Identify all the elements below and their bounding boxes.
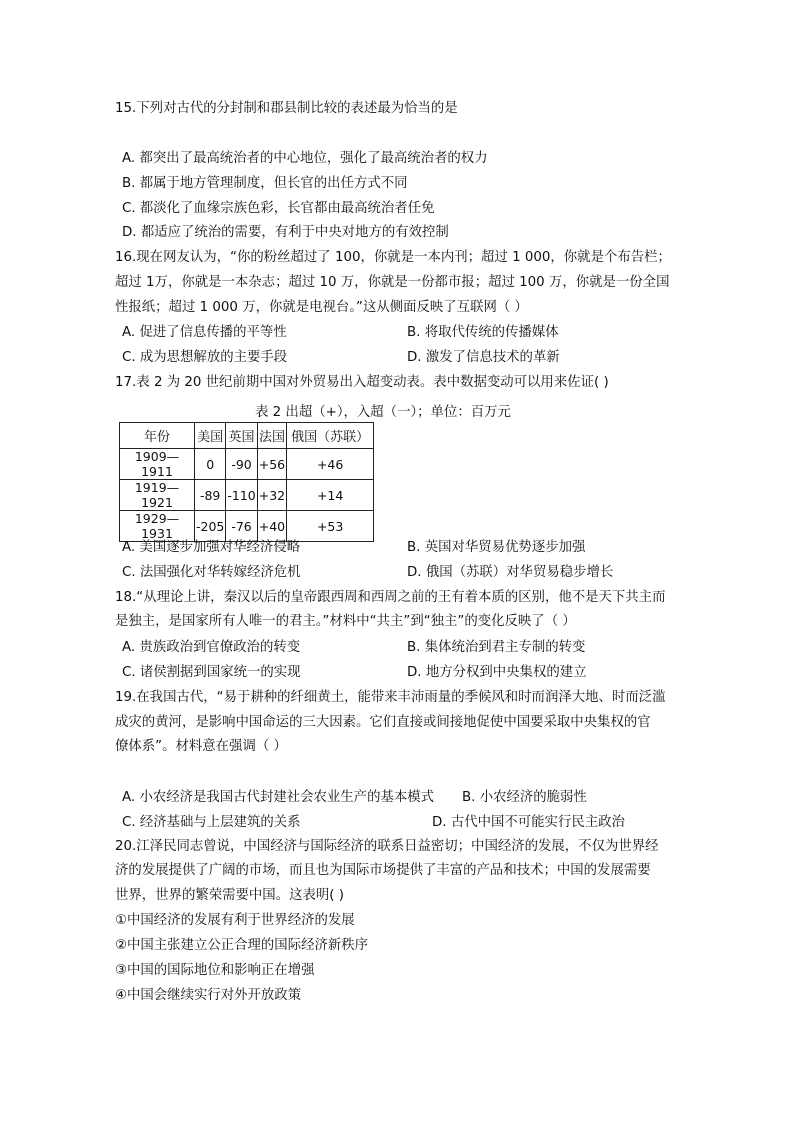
question-18-option-b[interactable]: B. 集体统治到君主专制的转变	[407, 640, 586, 655]
question-20-item-4: ④中国会继续实行对外开放政策	[115, 988, 302, 1003]
table-cell: +56	[257, 449, 286, 480]
question-18-stem-line-2: 是独主，是国家所有人唯一的君主。”材料中“共主”到“独主”的变化反映了（ ）	[115, 614, 576, 629]
table-cell: +53	[287, 511, 374, 542]
question-20-stem-line-3: 世界，世界的繁荣需要中国。这表明( )	[115, 888, 344, 903]
table-cell: -205	[195, 511, 226, 542]
table-header-cell: 俄国（苏联）	[287, 423, 374, 449]
question-19-stem-line-1: 19.在我国古代，“易于耕种的纤细黄土，能带来丰沛雨量的季候风和时而润泽大地、时而泛滥	[115, 690, 666, 705]
table-cell: 1929—1931	[120, 511, 195, 542]
table-cell: -90	[226, 449, 257, 480]
question-17-option-c[interactable]: C. 法国强化对华转嫁经济危机	[122, 565, 301, 580]
trade-balance-table	[119, 422, 374, 542]
question-16-option-c[interactable]: C. 成为思想解放的主要手段	[122, 350, 288, 365]
question-17-option-b[interactable]: B. 英国对华贸易优势逐步加强	[407, 540, 586, 555]
table-header-cell: 美国	[195, 423, 226, 449]
table-cell: 0	[195, 449, 226, 480]
question-20-stem-line-1: 20.江泽民同志曾说，中国经济与国际经济的联系日益密切；中国经济的发展，不仅为世界经	[115, 839, 659, 854]
table-cell: -110	[226, 480, 257, 511]
table-cell: 1919—1921	[120, 480, 195, 511]
table-caption: 表 2 出超（+），入超（一）；单位：百万元	[255, 405, 511, 420]
table-cell: +40	[257, 511, 286, 542]
question-16-stem-line-1: 16.现在网友认为，“你的粉丝超过了 100，你就是一本内刊；超过 1 000，你就是个布告栏；	[115, 250, 671, 265]
question-18-option-d[interactable]: D. 地方分权到中央集权的建立	[407, 665, 587, 680]
question-15-option-c[interactable]: C. 都淡化了血缘宗族色彩，长官都由最高统治者任免	[122, 201, 435, 216]
question-19-option-b[interactable]: B. 小农经济的脆弱性	[462, 790, 587, 805]
table-cell: -76	[226, 511, 257, 542]
question-19-option-c[interactable]: C. 经济基础与上层建筑的关系	[122, 815, 301, 830]
question-18-option-c[interactable]: C. 诸侯割据到国家统一的实现	[122, 665, 301, 680]
question-19-option-d[interactable]: D. 古代中国不可能实行民主政治	[432, 815, 625, 830]
table-row	[120, 511, 374, 542]
question-16-option-b[interactable]: B. 将取代传统的传播媒体	[407, 325, 559, 340]
question-16-option-d[interactable]: D. 激发了信息技术的革新	[407, 350, 560, 365]
table-row	[120, 480, 374, 511]
question-17-option-a[interactable]: A. 美国逐步加强对华经济侵略	[122, 540, 301, 555]
question-15-stem: 15.下列对古代的分封制和郡县制比较的表述最为恰当的是	[115, 101, 458, 116]
table-header-row	[120, 423, 374, 449]
question-16-stem-line-3: 性报纸；超过 1 000 万，你就是电视台。”这从侧面反映了互联网（ ）	[115, 300, 528, 315]
question-17-option-d[interactable]: D. 俄国（苏联）对华贸易稳步增长	[407, 565, 614, 580]
table-cell: +14	[287, 480, 374, 511]
question-20-item-1: ①中国经济的发展有利于世界经济的发展	[115, 913, 355, 928]
question-16-stem-line-2: 超过 1万，你就是一本杂志；超过 10 万，你就是一份都市报；超过 100 万，你就是一份全国	[115, 275, 670, 290]
question-15-option-a[interactable]: A. 都突出了最高统治者的中心地位，强化了最高统治者的权力	[122, 151, 488, 166]
table-cell: +46	[287, 449, 374, 480]
table-header-cell: 英国	[226, 423, 257, 449]
table-cell: +32	[257, 480, 286, 511]
question-18-stem-line-1: 18.“从理论上讲，秦汉以后的皇帝跟西周和西周之前的王有着本质的区别，他不是天下共主而	[115, 590, 666, 605]
question-20-item-3: ③中国的国际地位和影响正在增强	[115, 963, 315, 978]
question-20-stem-line-2: 济的发展提供了广阔的市场，而且也为国际市场提供了丰富的产品和技术；中国的发展需要	[115, 863, 651, 878]
question-19-stem-line-2: 成灾的黄河，是影响中国命运的三大因素。它们直接或间接地促使中国要采取中央集权的官	[115, 715, 651, 730]
table-cell: -89	[195, 480, 226, 511]
question-15-option-d[interactable]: D. 都适应了统治的需要，有利于中央对地方的有效控制	[122, 225, 449, 240]
question-20-item-2: ②中国主张建立公正合理的国际经济新秩序	[115, 938, 369, 953]
table-row	[120, 449, 374, 480]
question-18-option-a[interactable]: A. 贵族政治到官僚政治的转变	[122, 640, 301, 655]
question-19-option-a[interactable]: A. 小农经济是我国古代封建社会农业生产的基本模式	[122, 790, 435, 805]
question-19-stem-line-3: 僚体系”。材料意在强调（ ）	[115, 739, 287, 754]
question-17-stem: 17.表 2 为 20 世纪前期中国对外贸易出入超变动表。表中数据变动可以用来佐证( )	[115, 375, 609, 390]
table-cell: 1909—1911	[120, 449, 195, 480]
table-header-cell: 年份	[120, 423, 195, 449]
table-header-cell: 法国	[257, 423, 286, 449]
question-15-option-b[interactable]: B. 都属于地方管理制度，但长官的出任方式不同	[122, 176, 408, 191]
question-16-option-a[interactable]: A. 促进了信息传播的平等性	[122, 325, 287, 340]
